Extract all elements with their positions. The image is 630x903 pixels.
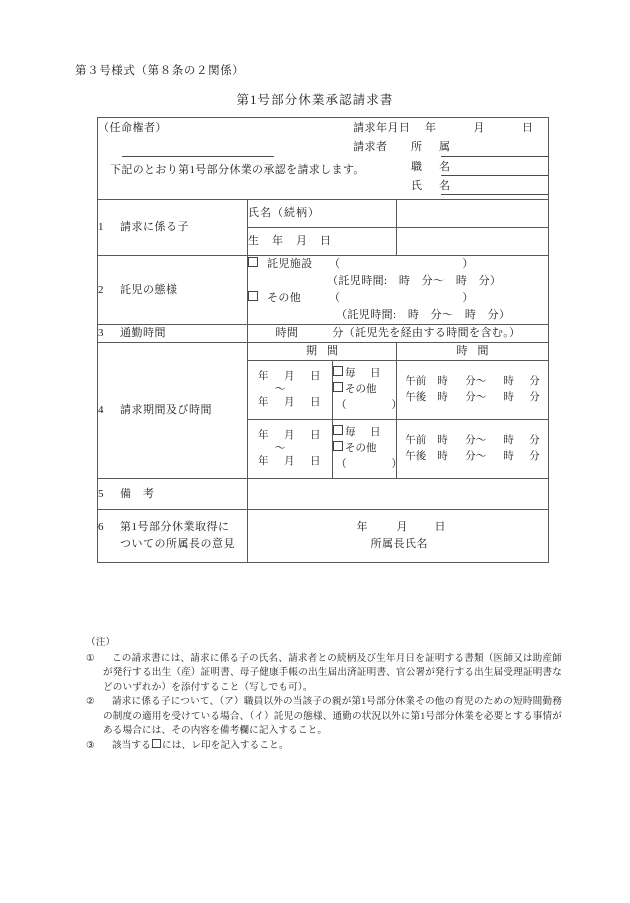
period2-to-month[interactable]: 月 (284, 456, 295, 468)
period2-from-month[interactable]: 月 (284, 430, 295, 442)
care-option-other[interactable] (248, 290, 548, 307)
appointer-label: （任命権者） (98, 122, 167, 135)
request-date-label: 請求年月日 (353, 122, 411, 135)
time2-pm-row[interactable] (405, 449, 540, 465)
time-range-2[interactable] (397, 420, 549, 479)
chief-opinion-date[interactable] (357, 519, 446, 536)
row6-number: 6 (98, 521, 104, 534)
frequency1-other-input[interactable]: （ ） (336, 400, 410, 412)
row1-label: 請求に係る子 (120, 220, 189, 233)
time2-am-hour-end[interactable]: 時 (503, 435, 514, 447)
frequency-options-1 (333, 361, 410, 420)
care-option-facility[interactable] (248, 256, 548, 273)
time2-pm-label: 午後 (405, 451, 427, 463)
period1-tilde: 〜 (274, 384, 286, 396)
child-birthdate-sublabel: 生 年 月 日 (248, 228, 397, 256)
care-option1-time[interactable]: （託児時間: 時 分〜 時 分） (327, 275, 502, 288)
table-row-care-type (98, 256, 549, 325)
care-option2-paren-close: ） (462, 292, 474, 305)
period1-to-year[interactable]: 年 (258, 397, 269, 409)
frequency1-other[interactable] (333, 382, 396, 398)
frequency2-other-label: その他 (345, 443, 377, 455)
chief-name-label[interactable]: 所属長氏名 (370, 538, 428, 551)
table-row-child-name (98, 200, 549, 228)
note-item-1 (86, 652, 562, 696)
period-dates-2[interactable] (248, 420, 333, 479)
commute-minutes-label: 分（託児先を経由する時間を含む。） (332, 327, 521, 340)
time2-am-min-end[interactable]: 分 (529, 435, 540, 447)
row4-number: 4 (98, 404, 104, 417)
header-left (98, 120, 365, 179)
frequency2-daily-label: 毎 日 (345, 426, 383, 438)
time-column-header: 時間 (397, 343, 549, 361)
frequency2-daily[interactable] (333, 425, 396, 441)
commute-time-value-cell[interactable] (248, 325, 549, 343)
remarks-input[interactable] (248, 479, 549, 510)
request-date-day[interactable]: 日 (522, 122, 533, 135)
time2-pm-hour-end[interactable]: 時 (503, 451, 514, 463)
period2-to-day[interactable]: 日 (310, 456, 321, 468)
child-name-sublabel: 氏名（続柄） (248, 200, 397, 228)
row3-label-cell (98, 325, 248, 343)
care-option1-label: 託児施設 (267, 258, 313, 270)
page-title: 第1号部分休業承認請求書 (236, 93, 394, 107)
period1-to-month[interactable]: 月 (284, 397, 295, 409)
period2-from-year[interactable]: 年 (258, 430, 269, 442)
row2-label: 託児の態様 (120, 283, 178, 296)
note-3-text-after: には、レ印を記入すること。 (161, 740, 289, 752)
care-option2-time[interactable]: （託児時間: 時 分〜 時 分） (336, 309, 511, 322)
note-3-text-before: 該当する (112, 740, 151, 752)
header-right (353, 120, 548, 196)
time-range-1[interactable] (397, 361, 549, 420)
care-option1-paren-close: ） (462, 258, 474, 270)
period-column-header: 期間 (248, 343, 397, 361)
checkbox-icon-other-2[interactable] (333, 441, 343, 451)
header-block-cell (98, 118, 549, 200)
requester-position-row (353, 159, 548, 176)
row6-label-cell (98, 510, 248, 563)
period1-to-day[interactable]: 日 (310, 397, 321, 409)
row6-label-line2: ついての所属長の意見 (120, 538, 235, 551)
frequency2-other-input[interactable]: （ ） (336, 459, 410, 471)
request-statement: 下記のとおり第1号部分休業の承認を請求します。 (110, 164, 365, 177)
row5-number: 5 (98, 487, 104, 500)
time1-am-min-start[interactable]: 分〜 (465, 376, 487, 388)
note-3-marker: ③ (86, 740, 95, 752)
time1-am-hour-start[interactable]: 時 (437, 376, 448, 388)
time1-am-min-end[interactable]: 分 (529, 376, 540, 388)
care-type-options-cell (248, 256, 549, 325)
request-date-row (353, 120, 548, 137)
row1-label-cell (98, 200, 248, 256)
appointer-write-line[interactable] (122, 141, 274, 157)
time1-am-hour-end[interactable]: 時 (503, 376, 514, 388)
time1-pm-min-end[interactable]: 分 (529, 392, 540, 404)
requester-label: 請求者 (353, 141, 388, 154)
name-label: 氏 名 (411, 179, 453, 192)
table-row-header (98, 118, 549, 200)
period-dates-1[interactable] (248, 361, 333, 420)
time1-pm-row[interactable] (405, 390, 540, 406)
table-row-remarks (98, 479, 549, 510)
time1-pm-label: 午後 (405, 392, 427, 404)
row3-number: 3 (98, 327, 104, 340)
time1-am-row[interactable] (405, 374, 540, 390)
time1-pm-hour-start[interactable]: 時 (437, 392, 448, 404)
table-row-chief-opinion (98, 510, 549, 563)
position-input[interactable] (441, 161, 548, 176)
notes-title: （注） (86, 637, 116, 648)
note-2-marker: ② (86, 696, 95, 708)
name-input[interactable] (441, 180, 548, 195)
row5-label: 備 考 (120, 487, 155, 500)
time2-pm-min-start[interactable]: 分〜 (465, 451, 487, 463)
checkbox-icon-note (152, 739, 161, 748)
time1-pm-hour-end[interactable]: 時 (503, 392, 514, 404)
row2-number: 2 (98, 283, 104, 296)
frequency1-daily[interactable] (333, 366, 396, 382)
period1-from-year[interactable]: 年 (258, 371, 269, 383)
chief-date-year[interactable]: 年 (356, 521, 368, 534)
time2-am-row[interactable] (405, 433, 540, 449)
chief-opinion-cell[interactable] (248, 510, 549, 563)
request-date-month[interactable]: 月 (473, 122, 485, 135)
note-3-text (103, 739, 562, 754)
checkbox-icon-daily-2[interactable] (333, 425, 343, 435)
form-number: 第３号様式（第８条の２関係） (75, 65, 245, 77)
time2-am-hour-start[interactable]: 時 (437, 435, 448, 447)
note-1-text: この請求書には、請求に係る子の氏名、請求者との続柄及び生年月日を証明する書類（医師又は助産師が発行する出生（産）証明書、母子健康手帳の出生届出済証明書、官公署が発行する出生届受理証明書などのいずれか）を添付すること（写しでも可）。 (103, 652, 562, 693)
checkbox-icon-other-1[interactable] (333, 382, 343, 392)
chief-date-day[interactable]: 日 (434, 521, 446, 534)
checkbox-icon-daily-1[interactable] (333, 366, 343, 376)
checkbox-icon-facility[interactable] (248, 257, 258, 267)
row1-number: 1 (98, 220, 104, 233)
table-row-commute-time (98, 325, 549, 343)
frequency1-daily-label: 毎 日 (345, 367, 383, 379)
period2-to-year[interactable]: 年 (258, 456, 269, 468)
notes-section (86, 636, 562, 754)
time2-am-min-start[interactable]: 分〜 (465, 435, 487, 447)
period1-from-month[interactable]: 月 (284, 371, 295, 383)
child-birthdate-input[interactable] (397, 228, 549, 256)
frequency-options-2 (333, 420, 410, 479)
care-option2-label: その他 (267, 292, 302, 305)
note-1-marker: ① (86, 652, 95, 664)
time1-pm-min-start[interactable]: 分〜 (465, 392, 487, 404)
requester-affiliation-row (353, 139, 548, 156)
request-form-table (97, 117, 549, 563)
affiliation-label: 所 属 (411, 141, 453, 154)
request-date-year[interactable]: 年 (425, 122, 436, 135)
affiliation-input[interactable] (441, 142, 548, 157)
period2-from-day[interactable]: 日 (310, 430, 321, 442)
note-2-text: 請求に係る子について、（ア）職員以外の当該子の親が第1号部分休業その他の育児のための短時間勤務の制度の適用を受けている場合、（イ）託児の態様、通勤の状況以外に第1号部分休業を必要とする事情がある場合には、その内容を備考欄に記入すること。 (103, 696, 562, 737)
time2-pm-hour-start[interactable]: 時 (437, 451, 448, 463)
chief-date-month[interactable]: 月 (396, 521, 408, 534)
time2-pm-min-end[interactable]: 分 (529, 451, 540, 463)
row3-label: 通勤時間 (120, 327, 166, 340)
care-option2-paren-open: （ (329, 292, 341, 305)
time2-am-label: 午前 (405, 435, 427, 447)
note-item-2 (86, 695, 562, 739)
note-item-3 (86, 739, 562, 754)
position-label: 職 名 (411, 160, 453, 173)
child-name-input[interactable] (397, 200, 549, 228)
care-option1-paren-open: （ (329, 258, 341, 270)
commute-hours-label: 時間 (275, 327, 299, 340)
requester-name-row (353, 178, 548, 195)
period2-tilde: 〜 (274, 443, 286, 455)
frequency1-other-label: その他 (345, 384, 377, 396)
row2-label-cell (98, 256, 248, 325)
table-row-period-header (98, 343, 549, 361)
checkbox-icon-other[interactable] (248, 291, 258, 301)
period1-from-day[interactable]: 日 (310, 371, 321, 383)
row4-label: 請求期間及び時間 (120, 404, 212, 417)
row4-label-cell (98, 343, 248, 479)
row5-label-cell (98, 479, 248, 510)
row6-label-line1: 第1号部分休業取得に (120, 521, 230, 534)
time1-am-label: 午前 (405, 376, 427, 388)
frequency2-other[interactable] (333, 441, 396, 457)
